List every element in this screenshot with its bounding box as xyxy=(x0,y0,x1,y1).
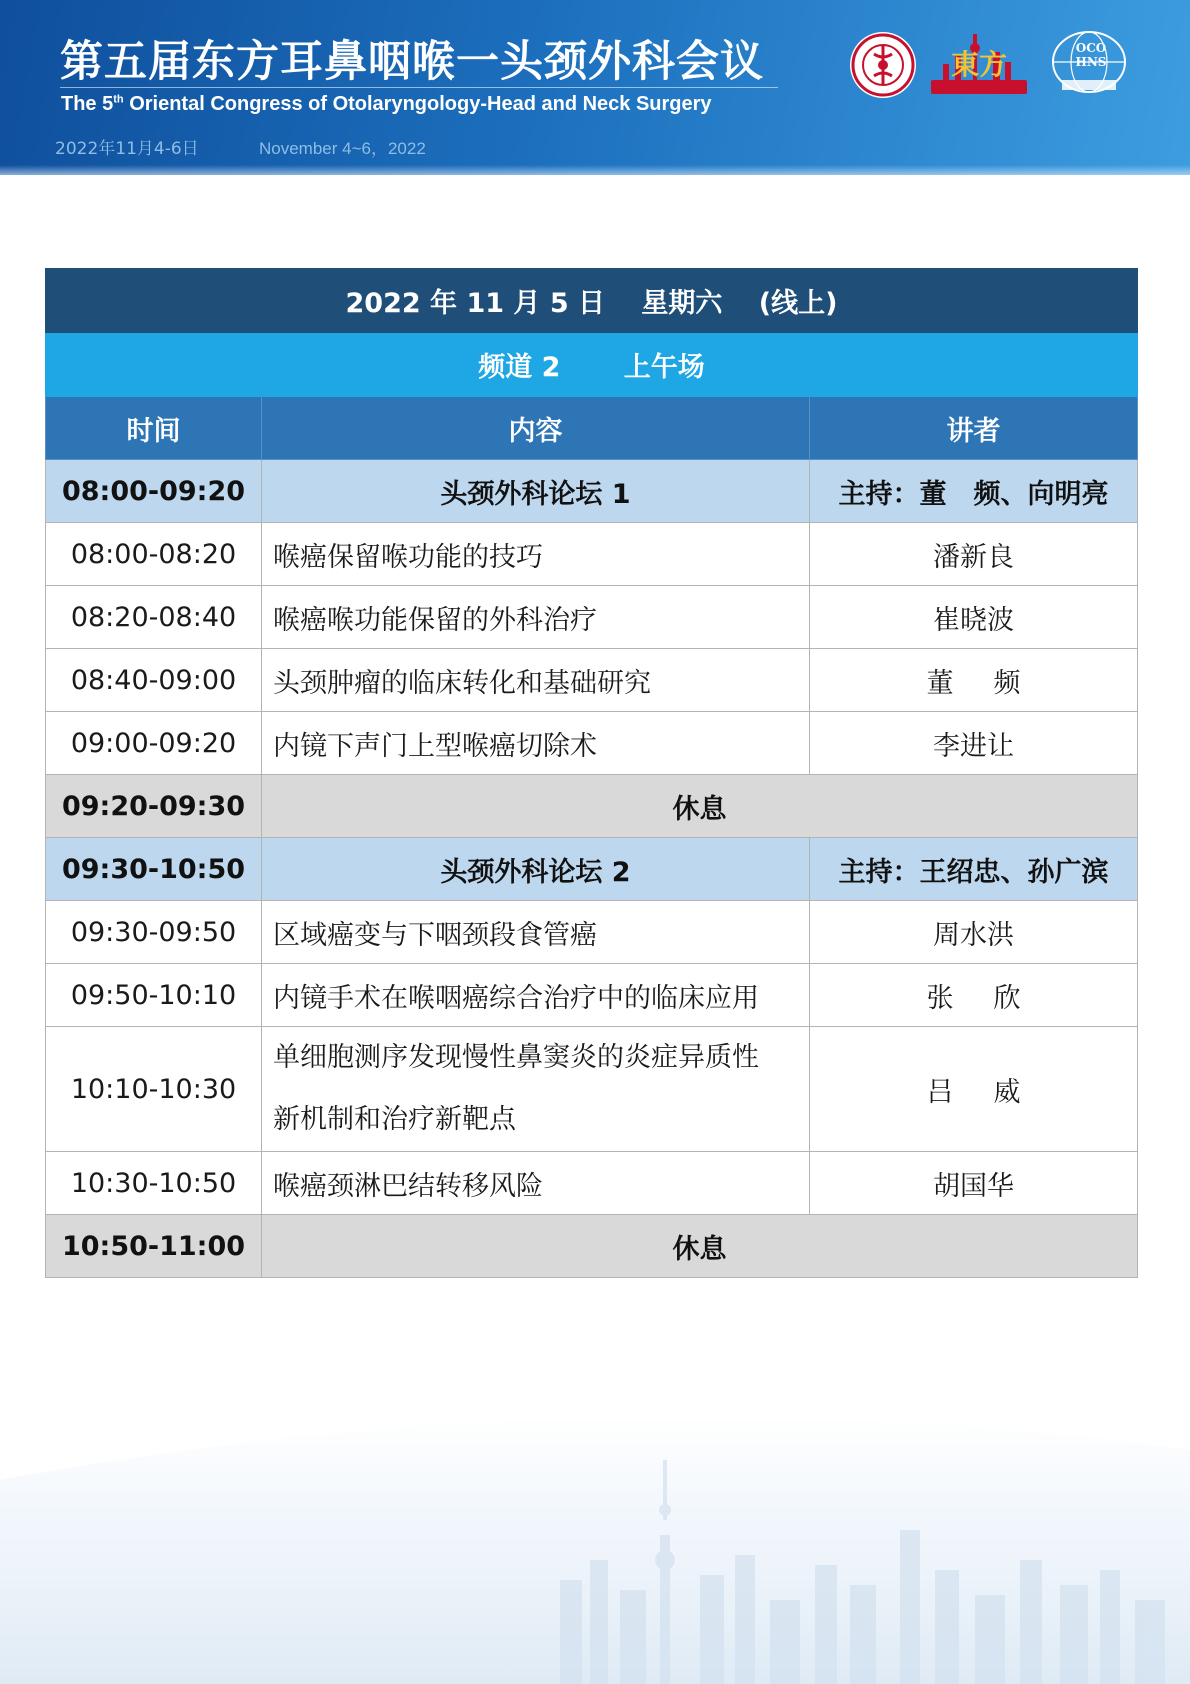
talk-speaker: 周水洪 xyxy=(810,901,1138,964)
talk-row xyxy=(46,901,1138,964)
banner-divider xyxy=(60,87,778,88)
break-row xyxy=(46,775,1138,838)
talk-time: 10:30-10:50 xyxy=(46,1152,262,1215)
talk-time: 08:20-08:40 xyxy=(46,586,262,649)
speaker-given-name: 威 xyxy=(993,1076,1021,1108)
medical-association-seal-logo xyxy=(848,30,918,100)
title-en-superscript: th xyxy=(113,93,124,106)
talk-topic: 喉癌喉功能保留的外科治疗 xyxy=(262,586,810,649)
talk-speaker: 胡国华 xyxy=(810,1152,1138,1215)
oriental-congress-emblem-logo xyxy=(925,30,1033,102)
column-header-content: 内容 xyxy=(262,397,810,460)
talk-row xyxy=(46,964,1138,1027)
talk-topic: 头颈肿瘤的临床转化和基础研究 xyxy=(262,649,810,712)
column-header-time: 时间 xyxy=(46,397,262,460)
speaker-surname: 吕 xyxy=(926,1076,954,1108)
speaker-surname: 董 xyxy=(926,667,954,699)
talk-row xyxy=(46,649,1138,712)
talk-speaker xyxy=(810,964,1138,1027)
day-header-row xyxy=(46,269,1138,333)
talk-speaker: 潘新良 xyxy=(810,523,1138,586)
talk-time: 10:10-10:30 xyxy=(46,1027,262,1152)
session-time: 08:00-09:20 xyxy=(46,460,262,523)
session-time: 09:30-10:50 xyxy=(46,838,262,901)
break-row xyxy=(46,1215,1138,1278)
talk-time: 08:00-08:20 xyxy=(46,523,262,586)
talk-topic: 区域癌变与下咽颈段食管癌 xyxy=(262,901,810,964)
talk-row xyxy=(46,712,1138,775)
talk-row xyxy=(46,523,1138,586)
channel-header: 频道 2 上午场 xyxy=(46,333,1138,397)
talk-topic-line-2: 新机制和治疗新靶点 xyxy=(273,1104,516,1135)
day-header: 2022 年 11 月 5 日 星期六 (线上) xyxy=(46,269,1138,333)
talk-row xyxy=(46,1027,1138,1152)
talk-topic xyxy=(262,1027,810,1152)
talk-speaker xyxy=(810,1027,1138,1152)
city-skyline-background xyxy=(0,1330,1190,1684)
session-row xyxy=(46,838,1138,901)
talk-speaker xyxy=(810,649,1138,712)
globe-logo-text-bottom: HNS xyxy=(1075,55,1107,69)
oco-hns-globe-logo xyxy=(1048,30,1130,102)
session-moderators: 主持：董 频、向明亮 xyxy=(810,460,1138,523)
talk-time: 08:40-09:00 xyxy=(46,649,262,712)
session-row xyxy=(46,460,1138,523)
talk-speaker: 崔晓波 xyxy=(810,586,1138,649)
talk-row xyxy=(46,1152,1138,1215)
globe-logo-text-top: OCO xyxy=(1075,41,1107,55)
talk-topic: 内镜手术在喉咽癌综合治疗中的临床应用 xyxy=(262,964,810,1027)
conference-date-english: November 4~6，2022 xyxy=(259,139,426,158)
talk-topic: 喉癌颈淋巴结转移风险 xyxy=(262,1152,810,1215)
schedule-table xyxy=(45,268,1138,1278)
conference-title-english xyxy=(61,93,712,116)
break-time: 09:20-09:30 xyxy=(46,775,262,838)
talk-topic-line-1: 单细胞测序发现慢性鼻窦炎的炎症异质性 xyxy=(273,1042,759,1073)
talk-speaker: 李进让 xyxy=(810,712,1138,775)
break-label: 休息 xyxy=(262,1215,1138,1278)
talk-time: 09:00-09:20 xyxy=(46,712,262,775)
talk-topic: 内镜下声门上型喉癌切除术 xyxy=(262,712,810,775)
talk-time: 09:50-10:10 xyxy=(46,964,262,1027)
conference-title: 第五届东方耳鼻咽喉一头颈外科会议 xyxy=(60,37,764,87)
emblem-text: 東方 xyxy=(950,48,1008,81)
session-moderators: 主持：王绍忠、孙广滨 xyxy=(810,838,1138,901)
talk-topic: 喉癌保留喉功能的技巧 xyxy=(262,523,810,586)
session-title: 头颈外科论坛 2 xyxy=(262,838,810,901)
column-header-row xyxy=(46,397,1138,460)
talk-row xyxy=(46,586,1138,649)
break-time: 10:50-11:00 xyxy=(46,1215,262,1278)
conference-date-chinese: 2022年11月4-6日 xyxy=(55,139,199,159)
conference-banner xyxy=(0,0,1190,175)
speaker-given-name: 频 xyxy=(993,667,1021,699)
break-label: 休息 xyxy=(262,775,1138,838)
channel-header-row xyxy=(46,333,1138,397)
speaker-given-name: 欣 xyxy=(993,982,1021,1014)
column-header-speaker: 讲者 xyxy=(810,397,1138,460)
session-title: 头颈外科论坛 1 xyxy=(262,460,810,523)
title-en-prefix: The 5 xyxy=(61,93,114,115)
title-en-suffix: Oriental Congress of Otolaryngology-Head and Neck Surgery xyxy=(123,93,712,115)
talk-time: 09:30-09:50 xyxy=(46,901,262,964)
speaker-surname: 张 xyxy=(926,982,954,1014)
